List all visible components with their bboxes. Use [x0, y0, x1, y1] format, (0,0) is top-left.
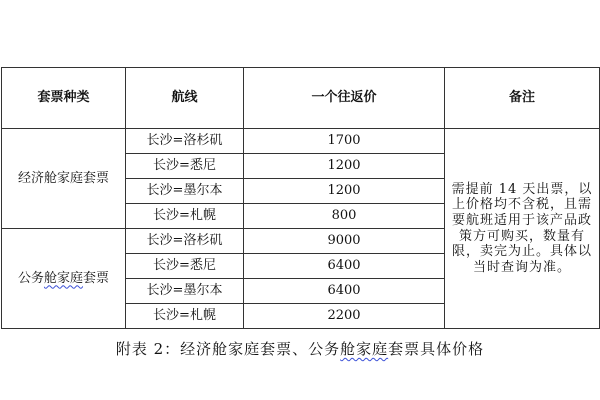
- route-cell: 长沙=札幌: [126, 204, 244, 229]
- header-ticket-type: 套票种类: [2, 68, 126, 129]
- route-cell: 长沙=墨尔本: [126, 179, 244, 204]
- header-remarks: 备注: [445, 68, 600, 129]
- price-cell: 1700: [244, 129, 445, 154]
- ticket-type-economy: 经济舱家庭套票: [2, 129, 126, 229]
- header-round-trip-price: 一个往返价: [244, 68, 445, 129]
- table-row: [2, 129, 600, 154]
- price-cell: 800: [244, 204, 445, 229]
- header-row: [2, 68, 600, 129]
- route-cell: 长沙=悉尼: [126, 154, 244, 179]
- price-cell: 9000: [244, 229, 445, 254]
- table-caption: [0, 338, 600, 359]
- ticket-type-business-suffix: 套票: [83, 270, 110, 286]
- ticket-type-business-prefix: 公务: [17, 270, 44, 286]
- price-cell: 6400: [244, 254, 445, 279]
- ticket-type-business: [2, 229, 126, 329]
- price-cell: 1200: [244, 179, 445, 204]
- caption-prefix: 附表 2：经济舱家庭套票、公务: [115, 340, 341, 358]
- route-cell: 长沙=墨尔本: [126, 279, 244, 304]
- price-cell: 6400: [244, 279, 445, 304]
- ticket-type-business-underlined: 舱家庭: [43, 270, 83, 286]
- caption-underlined: 舱家庭: [340, 340, 389, 358]
- remarks-cell: [445, 129, 600, 329]
- remarks-text: 需提前 14 天出票，以上价格均不含税，且需要航班适用于该产品政策方可购买，数量有限，卖完为止。具体以当时查询为准。: [451, 181, 593, 275]
- caption-suffix: 套票具体价格: [388, 340, 485, 358]
- fare-table: [1, 67, 600, 329]
- price-cell: 2200: [244, 304, 445, 329]
- price-cell: 1200: [244, 154, 445, 179]
- header-route: 航线: [126, 68, 244, 129]
- route-cell: 长沙=洛杉矶: [126, 129, 244, 154]
- route-cell: 长沙=悉尼: [126, 254, 244, 279]
- route-cell: 长沙=洛杉矶: [126, 229, 244, 254]
- route-cell: 长沙=札幌: [126, 304, 244, 329]
